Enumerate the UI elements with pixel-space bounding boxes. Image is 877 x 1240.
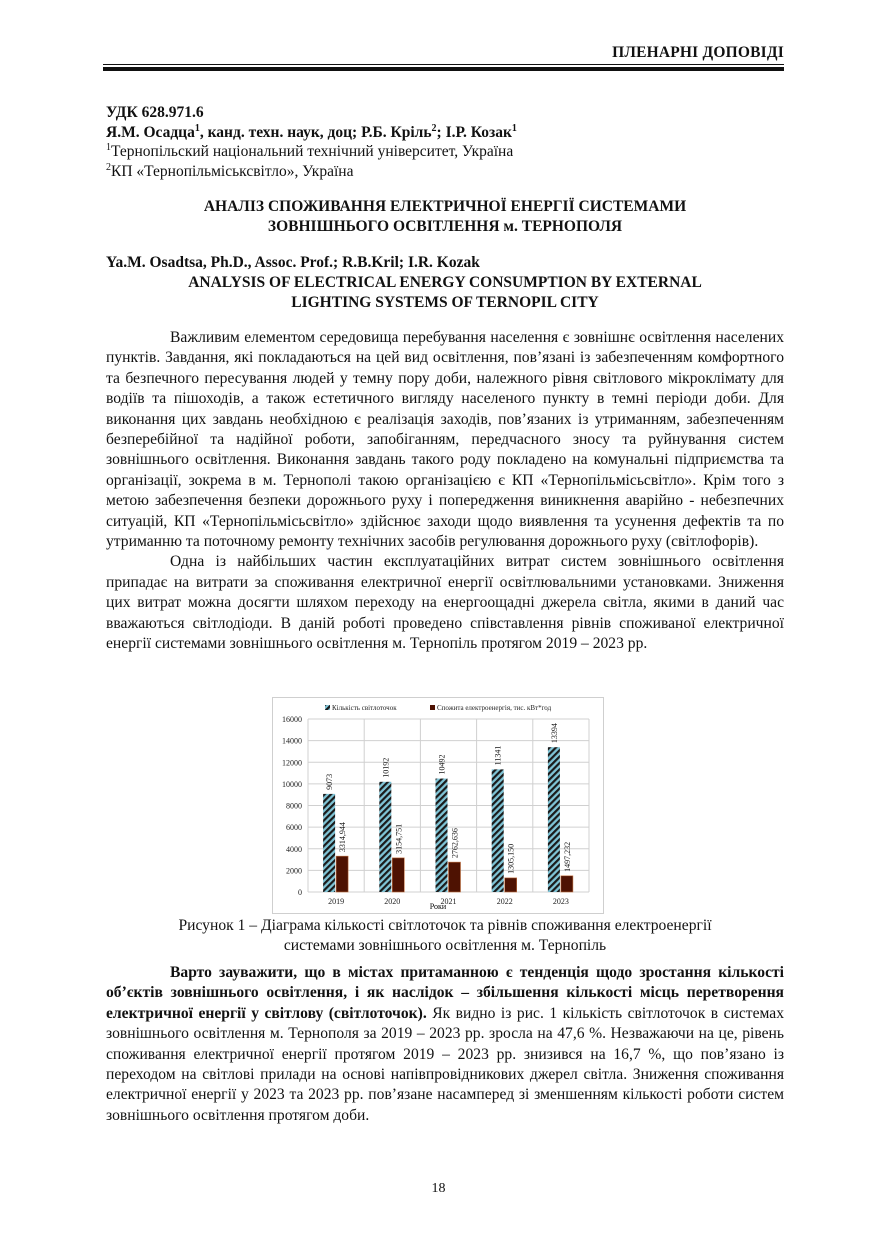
bar-light-points bbox=[436, 779, 448, 892]
bar-energy bbox=[336, 856, 348, 892]
author-degree: , канд. техн. наук, доц; bbox=[199, 123, 362, 141]
author-separator: ; bbox=[436, 123, 446, 141]
affiliation-mark: 2 bbox=[106, 161, 111, 173]
running-header: ПЛЕНАРНІ ДОПОВІДІ bbox=[612, 44, 784, 61]
y-tick-label: 0 bbox=[298, 888, 302, 897]
x-tick-label: 2021 bbox=[440, 897, 457, 906]
bar-energy bbox=[561, 876, 573, 892]
affiliation bbox=[106, 162, 517, 182]
data-label: 2762,636 bbox=[450, 828, 460, 859]
header-rule bbox=[103, 67, 784, 71]
affiliation bbox=[106, 142, 517, 162]
title-line: АНАЛІЗ СПОЖИВАННЯ ЕЛЕКТРИЧНОЇ ЕНЕРГІЇ СИСТЕМАМИ bbox=[203, 198, 687, 215]
legend-swatch-light-points bbox=[325, 705, 330, 710]
authors-ua bbox=[106, 123, 517, 143]
legend-label: Кількість світлоточок bbox=[332, 704, 397, 712]
author-affiliation-mark: 2 bbox=[431, 122, 437, 134]
body-text-bottom bbox=[106, 963, 784, 1126]
data-label: 11341 bbox=[493, 745, 503, 766]
bar-chart bbox=[273, 698, 603, 913]
figure-chart bbox=[272, 697, 604, 914]
affiliation-mark: 1 bbox=[106, 141, 111, 153]
bar-energy bbox=[449, 862, 461, 892]
y-tick-label: 4000 bbox=[286, 844, 302, 854]
article-title-en bbox=[106, 273, 784, 313]
bar-energy bbox=[392, 858, 404, 892]
y-tick-label: 16000 bbox=[282, 715, 302, 724]
data-label: 3314,944 bbox=[338, 822, 348, 853]
data-label: 10192 bbox=[381, 757, 391, 778]
udc-code: УДК 628.971.6 bbox=[106, 104, 204, 121]
article-title-ua bbox=[106, 197, 784, 237]
author-name: І.Р. Козак bbox=[445, 123, 512, 141]
legend-swatch-energy bbox=[430, 705, 435, 710]
legend bbox=[325, 704, 552, 712]
title-line: ANALYSIS OF ELECTRICAL ENERGY CONSUMPTION BY EXTERNAL bbox=[188, 274, 702, 291]
x-axis-label: Роки bbox=[429, 902, 447, 911]
author-affiliation-mark: 1 bbox=[194, 122, 200, 134]
paragraph-2: Одна із найбільших частин експлуатаційних витрат систем зовнішнього освітлення припадає на витрати за споживання електричної енергії освітлювальними установками. Зниження цих витрат можна досягти шляхом переходу на енергоощадні джерела світла, якими в даний час вважаються світлодіоди. В даній роботі проведено співставлення рівнів споживаної електричної енергії системами зовнішнього освітлення м. Тернопіль протягом 2019 – 2023 рр. bbox=[106, 553, 784, 653]
x-tick-label: 2020 bbox=[384, 897, 401, 906]
y-tick-label: 14000 bbox=[282, 736, 302, 746]
data-label: 9073 bbox=[325, 773, 335, 790]
authors-en: Ya.M. Osadtsa, Ph.D., Assoc. Prof.; R.B.Kril; I.R. Kozak bbox=[106, 254, 480, 271]
data-labels bbox=[325, 723, 572, 874]
body-text-top bbox=[106, 328, 784, 655]
paragraph-3-bold: Варто зауважити, що в містах притаманною є тенденція щодо зростання кількості об’єктів зовнішнього освітлення, і як наслідок – збільшення кількості місць перетворення електричної енергії у світлову (світлоточок). bbox=[106, 964, 784, 1022]
data-label: 3154,751 bbox=[394, 823, 404, 854]
bar-light-points bbox=[379, 782, 391, 892]
x-tick-label: 2019 bbox=[328, 897, 345, 906]
author-affiliation-mark: 1 bbox=[511, 122, 517, 134]
figure-caption bbox=[106, 916, 784, 956]
x-tick-label: 2022 bbox=[496, 897, 513, 906]
bar-light-points bbox=[492, 769, 504, 892]
affiliation-text: Тернопільский національний технічний університет, Україна bbox=[111, 143, 514, 160]
affiliation-text: КП «Тернопільміськсвітло», Україна bbox=[111, 162, 354, 180]
data-label: 10492 bbox=[437, 754, 447, 775]
x-tick-label: 2023 bbox=[552, 897, 569, 906]
title-line: ЗОВНІШНЬОГО ОСВІТЛЕННЯ м. ТЕРНОПОЛЯ bbox=[267, 218, 623, 235]
article-meta bbox=[106, 103, 517, 181]
bar-light-points bbox=[548, 747, 560, 892]
caption-line: Рисунок 1 – Діаграма кількості світлоточок та рівнів споживання електроенергії bbox=[178, 917, 712, 934]
bar-light-points bbox=[323, 794, 335, 892]
paragraph-3 bbox=[106, 963, 784, 1126]
y-tick-label: 2000 bbox=[286, 866, 302, 876]
x-axis-ticks bbox=[328, 897, 569, 906]
title-line: LIGHTING SYSTEMS OF TERNOPIL CITY bbox=[291, 294, 599, 311]
author-name: Р.Б. Кріль bbox=[361, 123, 432, 141]
y-tick-label: 12000 bbox=[282, 758, 302, 768]
paragraph-3-rest: Як видно із рис. 1 кількість світлоточок в системах зовнішнього освітлення м. Тернополя за 2019 – 2023 рр. зросла на 47,6 %. Незважаючи на це, рівень споживання електричної енергії протягом 2019 – 2023 рр. знизився на 16,7 %, що пов’язано із переходом на світлові прилади на основі напівпровідникових джерел світла. Зниження споживання електричної енергії у 2023 та 2023 рр. пов’язане насамперед зі зменшенням кількості роботи систем зовнішнього освітлення протягом доби. bbox=[106, 1004, 784, 1124]
data-label: 1305,150 bbox=[506, 843, 516, 874]
data-label: 1497,232 bbox=[562, 841, 572, 872]
page-number: 18 bbox=[431, 1181, 446, 1196]
y-tick-label: 6000 bbox=[286, 823, 302, 833]
y-tick-label: 8000 bbox=[286, 801, 302, 811]
y-axis-ticks bbox=[282, 715, 302, 897]
caption-line: системами зовнішнього освітлення м. Тернопіль bbox=[283, 937, 607, 954]
author-name: Я.М. Осадца bbox=[106, 123, 195, 141]
y-tick-label: 10000 bbox=[282, 779, 302, 789]
data-label: 13394 bbox=[549, 723, 559, 744]
legend-label: Спожита електроенергія, тис. кВт*год bbox=[437, 704, 552, 712]
bar-energy bbox=[505, 878, 517, 892]
paragraph-1: Важливим елементом середовища перебування населення є зовнішнє освітлення населених пунктів. Завдання, які покладаються на цей вид освітлення, пов’язані із забезпеченням комфортного та безпечного пересування людей у темну пору доби, належного рівня світлового мікроклімату для водіїв та пішоходів, а також естетичного вигляду населеного пункту в темні періоди доби. Для виконання цих завдань необхідною є реалізація заходів, пов’язаних із утриманням, забезпеченням безперебійної та надійної роботи, запобіганням, передчасного зносу та руйнування систем зовнішнього освітлення. Виконання завдань такого роду покладено на комунальні підприємства та організації, зокрема в м. Тернополі такою організацією є КП «Тернопільмісьсвітло». Крім того з метою забезпечення безпеки дорожнього руху і попередження виникнення аварійно - небезпечних ситуацій, КП «Тернопільмісьсвітло» здійснює заходи щодо виявлення та усунення дефектів та по утриманню та поточному ремонту технічних засобів регулювання дорожнього руху (світлофорів). bbox=[106, 329, 784, 551]
header-rule-thin bbox=[103, 64, 784, 65]
